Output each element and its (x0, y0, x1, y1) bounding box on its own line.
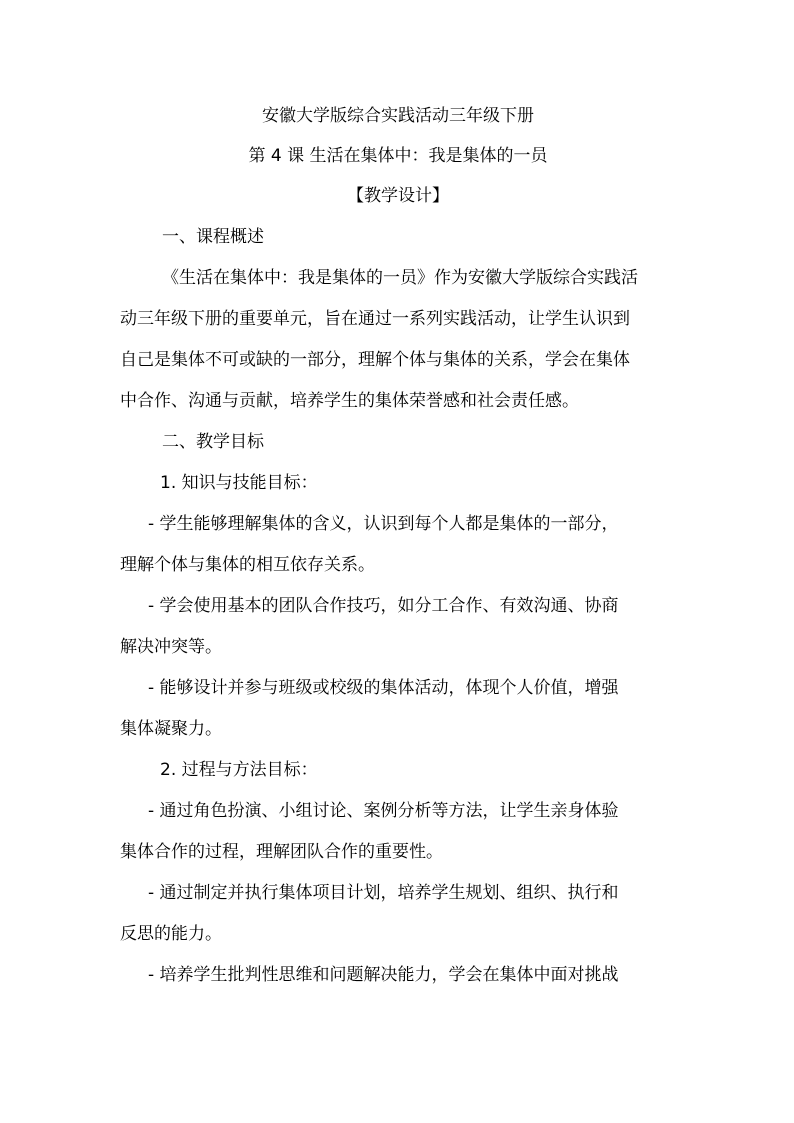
section-heading-overview: 一、课程概述 (162, 227, 264, 247)
paragraph-line: 动三年级下册的重要单元，旨在通过一系列实践活动，让学生认识到 (120, 309, 630, 329)
lesson-title: 第 4 课 生活在集体中：我是集体的一员 (248, 146, 548, 166)
paragraph-line: 反思的能力。 (120, 924, 222, 944)
paragraph-line: - 能够设计并参与班级或校级的集体活动，体现个人价值，增强 (148, 678, 619, 698)
paragraph-line: - 学会使用基本的团队合作技巧，如分工合作、有效沟通、协商 (148, 596, 619, 616)
paragraph-line: - 学生能够理解集体的含义，认识到每个人都是集体的一部分， (148, 514, 619, 534)
goal-heading-process: 2. 过程与方法目标： (160, 760, 318, 780)
paragraph-line: 自己是集体不可或缺的一部分，理解个体与集体的关系，学会在集体 (120, 350, 630, 370)
goal-item (120, 801, 676, 862)
paragraph-line: 解决冲突等。 (120, 637, 222, 657)
section-heading-goals: 二、教学目标 (162, 432, 264, 452)
paragraph-line: 集体合作的过程，理解团队合作的重要性。 (120, 842, 443, 862)
document-content (120, 100, 676, 985)
goal-item (120, 965, 676, 985)
goal-heading-knowledge: 1. 知识与技能目标： (160, 473, 318, 493)
goal-item (120, 596, 676, 657)
document-title: 安徽大学版综合实践活动三年级下册 (262, 106, 534, 126)
paragraph-line: 理解个体与集体的相互依存关系。 (120, 555, 375, 575)
overview-paragraph (120, 268, 676, 411)
paragraph-line: 中合作、沟通与贡献，培养学生的集体荣誉感和社会责任感。 (120, 391, 579, 411)
paragraph-line: - 培养学生批判性思维和问题解决能力，学会在集体中面对挑战 (148, 965, 619, 985)
paragraph-line: - 通过制定并执行集体项目计划，培养学生规划、组织、执行和 (148, 883, 619, 903)
paragraph-line: - 通过角色扮演、小组讨论、案例分析等方法，让学生亲身体验 (148, 801, 619, 821)
goal-item (120, 678, 676, 739)
paragraph-line: 《生活在集体中：我是集体的一员》作为安徽大学版综合实践活 (162, 268, 638, 288)
goal-item (120, 514, 676, 575)
goal-item (120, 883, 676, 944)
design-heading: 【教学设计】 (347, 186, 449, 206)
paragraph-line: 集体凝聚力。 (120, 719, 222, 739)
